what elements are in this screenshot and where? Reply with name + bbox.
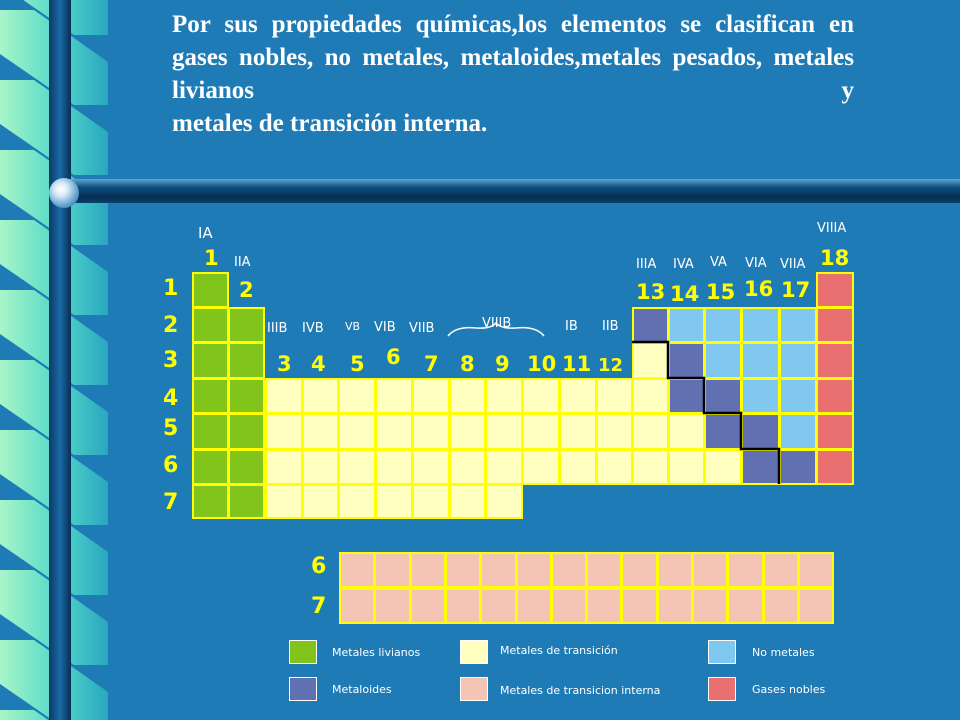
series-period-6: 6 (311, 554, 327, 579)
group-number-6: 6 (386, 345, 401, 369)
roman-label-va: VA (710, 255, 727, 270)
roman-label-vib: VIB (374, 320, 396, 335)
group-number-7: 7 (424, 352, 439, 376)
roman-label-iiib: IIIB (267, 321, 288, 336)
period-number-5: 5 (163, 416, 179, 441)
period-number-4: 4 (163, 386, 179, 411)
legend-label-gases-nobles: Gases nobles (752, 683, 826, 696)
group-number-12: 12 (598, 355, 624, 376)
intro-text-last-line: metales de transición interna. (172, 110, 488, 137)
period-number-7: 7 (163, 490, 179, 515)
legend-label-no-metales: No metales (752, 646, 815, 659)
roman-label-via: VIA (745, 256, 767, 271)
intro-text: Por sus propiedades químicas,los elementos se clasifican en gases nobles, no metales, metaloides,metales pesados, metales livianos y (172, 11, 854, 104)
group-number-8: 8 (460, 352, 475, 376)
legend-label-metales-transicion: Metales de transición (500, 644, 618, 657)
legend-swatch-metales-transicion (460, 640, 488, 664)
period-number-2: 2 (163, 313, 179, 338)
group-number-16: 16 (744, 277, 774, 301)
group-number-5: 5 (350, 352, 365, 376)
roman-label-viiib: VIIIB (482, 316, 512, 331)
group-number-4: 4 (311, 352, 326, 376)
group-number-1: 1 (204, 246, 219, 270)
legend-swatch-metales-livianos (289, 640, 317, 664)
legend-label-metales-livianos: Metales livianos (332, 646, 421, 659)
roman-label-iib: IIB (602, 319, 619, 334)
roman-label-viia: VIIA (780, 257, 806, 272)
group-number-18: 18 (820, 246, 850, 270)
legend-swatch-gases-nobles (708, 677, 736, 701)
roman-label-ib: IB (565, 319, 578, 334)
group-number-13: 13 (636, 280, 666, 304)
series-period-7: 7 (311, 594, 327, 619)
roman-label-ivb: IVB (302, 321, 324, 336)
group-number-15: 15 (706, 280, 736, 304)
legend-swatch-no-metales (708, 640, 736, 664)
legend-swatch-metaloides (289, 677, 317, 701)
legend-label-transicion-interna: Metales de transicion interna (500, 684, 661, 697)
roman-label-iiia: IIIA (636, 257, 657, 272)
group-number-10: 10 (527, 352, 557, 376)
roman-label-viiia: VIIIA (817, 221, 847, 236)
group-number-9: 9 (495, 352, 510, 376)
group-number-14: 14 (670, 282, 700, 306)
group-number-3: 3 (277, 352, 292, 376)
roman-label-viib: VIIB (409, 321, 435, 336)
roman-label-iia: IIA (234, 255, 251, 270)
period-number-1: 1 (163, 276, 179, 301)
roman-label-vb: VB (345, 320, 361, 333)
roman-label-iva: IVA (673, 257, 694, 272)
roman-label-ia: IA (198, 224, 213, 242)
group-number-17: 17 (781, 278, 811, 302)
group-number-2: 2 (239, 278, 254, 302)
legend-swatch-transicion-interna (460, 677, 488, 701)
period-number-6: 6 (163, 453, 179, 478)
legend-label-metaloides: Metaloides (332, 683, 392, 696)
group-number-11: 11 (562, 352, 592, 376)
period-number-3: 3 (163, 348, 179, 373)
